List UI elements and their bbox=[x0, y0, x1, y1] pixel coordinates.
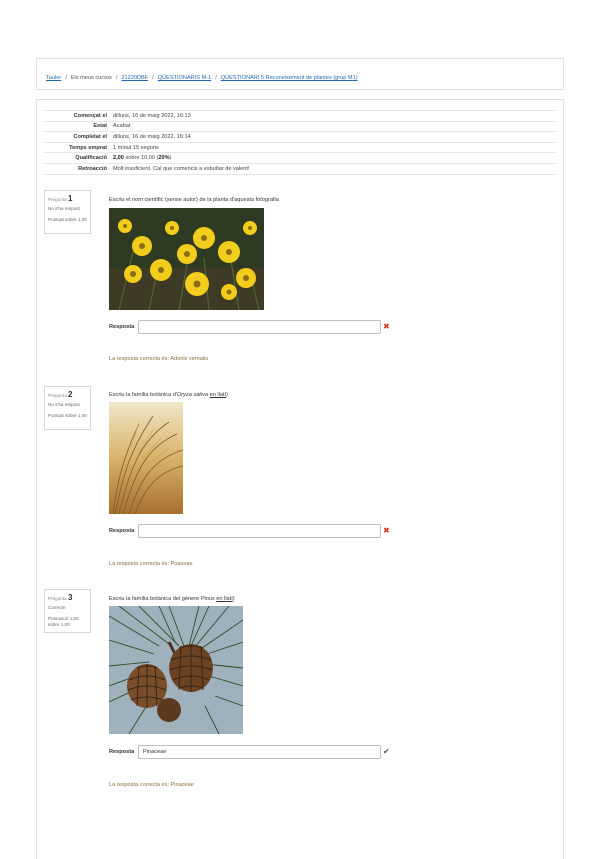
summary-value: 1 minut 15 segons bbox=[113, 144, 159, 151]
breadcrumb-panel bbox=[36, 58, 564, 90]
question-info-1 bbox=[44, 190, 91, 234]
question-text-main: Escriu la família botànica del gènere bbox=[109, 596, 201, 602]
breadcrumb-dashboard[interactable]: Tauler bbox=[46, 75, 62, 81]
cross-icon: ✖ bbox=[383, 526, 390, 535]
breadcrumb: Tauler / Els meus cursos / 21220DBF / QÜESTIONARIS M-1 / QÜESTIONARI 5 Reconeixement de plantes (grup M1) bbox=[46, 75, 358, 81]
question-prefix: Pregunta bbox=[48, 197, 67, 202]
answer-input-1[interactable] bbox=[138, 320, 381, 334]
question-prefix: Pregunta bbox=[48, 596, 67, 601]
question-number: 1 bbox=[67, 194, 73, 203]
breadcrumb-section[interactable]: QÜESTIONARIS M-1 bbox=[157, 75, 212, 81]
summary-row-feedback bbox=[44, 164, 556, 175]
summary-row-started bbox=[44, 110, 556, 122]
question-text-1: Escriu el nom científic (sense autor) de la planta d'aquesta fotografia bbox=[109, 197, 279, 203]
answer-label: Resposta bbox=[109, 528, 135, 534]
answer-row-1 bbox=[109, 320, 391, 336]
question-status: Correcte bbox=[48, 605, 66, 610]
question-image-adonis bbox=[109, 208, 264, 310]
species-name: Oryza sativa bbox=[176, 392, 209, 398]
summary-row-state bbox=[44, 122, 556, 133]
question-text-3: Escriu la família botànica del gènere Pinus en llatí) bbox=[109, 596, 235, 602]
breadcrumb-my-courses: Els meus cursos bbox=[70, 75, 112, 81]
summary-label: Completat el bbox=[73, 133, 107, 140]
answer-label: Resposta bbox=[109, 324, 135, 330]
latin-link[interactable]: en llatí bbox=[216, 596, 233, 602]
summary-label: Temps emprat bbox=[69, 144, 107, 151]
summary-value bbox=[113, 155, 172, 161]
correct-answer-3: La resposta correcta és: Pinaceae bbox=[109, 782, 194, 788]
question-text-2: Escriu la família botànica d'Oryza sativa en llatí) bbox=[109, 392, 228, 398]
question-image-pinus bbox=[109, 606, 243, 734]
cross-icon: ✖ bbox=[383, 322, 390, 331]
answer-input-3[interactable] bbox=[138, 745, 381, 759]
question-points: Puntuat sobre 1,00 bbox=[48, 217, 87, 222]
breadcrumb-course[interactable]: 21220DBF bbox=[121, 75, 149, 81]
latin-link[interactable]: en llatí bbox=[209, 392, 227, 398]
grade-close: ) bbox=[169, 155, 172, 162]
attempt-summary-table bbox=[44, 110, 556, 175]
question-points: Puntuació 1,00 sobre 1,00 bbox=[48, 616, 79, 627]
summary-value: dilluns, 16 de maig 2022, 16:13 bbox=[113, 112, 191, 119]
summary-value: Molt insuficient. Cal que comencis a estudiar de valent! bbox=[113, 165, 250, 172]
summary-label: Estat bbox=[93, 123, 107, 130]
breadcrumb-quiz[interactable]: QÜESTIONARI 5 Reconeixement de plantes (grup M1) bbox=[220, 75, 358, 81]
summary-row-completed bbox=[44, 132, 556, 143]
summary-label: Començat el bbox=[73, 112, 107, 119]
correct-answer-1: La resposta correcta és: Adonis vernalis bbox=[109, 356, 209, 362]
grade-total: sobre 10,00 ( bbox=[123, 155, 159, 162]
question-info-2 bbox=[44, 386, 91, 430]
summary-row-time-taken bbox=[44, 143, 556, 154]
answer-row-3 bbox=[109, 745, 391, 761]
question-text-main: Escriu la família botànica d' bbox=[109, 392, 177, 398]
question-points: Puntuat sobre 1,00 bbox=[48, 413, 87, 418]
question-status: No s'ha respost bbox=[48, 206, 80, 211]
summary-label: Qualificació bbox=[75, 155, 107, 162]
question-info-3 bbox=[44, 589, 91, 633]
genus-name: Pinus bbox=[200, 596, 215, 602]
correct-answer-2: La resposta correcta és: Poaceae bbox=[109, 561, 193, 567]
question-status: No s'ha respost bbox=[48, 402, 80, 407]
summary-row-grade bbox=[44, 153, 556, 164]
question-prefix: Pregunta bbox=[48, 393, 67, 398]
answer-row-2 bbox=[109, 524, 391, 540]
check-icon: ✔ bbox=[383, 747, 390, 756]
grade-score: 2,00 bbox=[113, 155, 124, 162]
answer-label: Resposta bbox=[109, 749, 135, 755]
question-number: 2 bbox=[67, 390, 73, 399]
summary-value: dilluns, 16 de maig 2022, 16:14 bbox=[113, 133, 191, 140]
summary-label: Retroacció bbox=[78, 165, 107, 172]
summary-value: Acabat bbox=[113, 123, 131, 130]
question-number: 3 bbox=[67, 593, 73, 602]
grade-percent: 20% bbox=[158, 155, 170, 162]
question-image-oryza bbox=[109, 402, 183, 514]
answer-input-2[interactable] bbox=[138, 524, 381, 538]
